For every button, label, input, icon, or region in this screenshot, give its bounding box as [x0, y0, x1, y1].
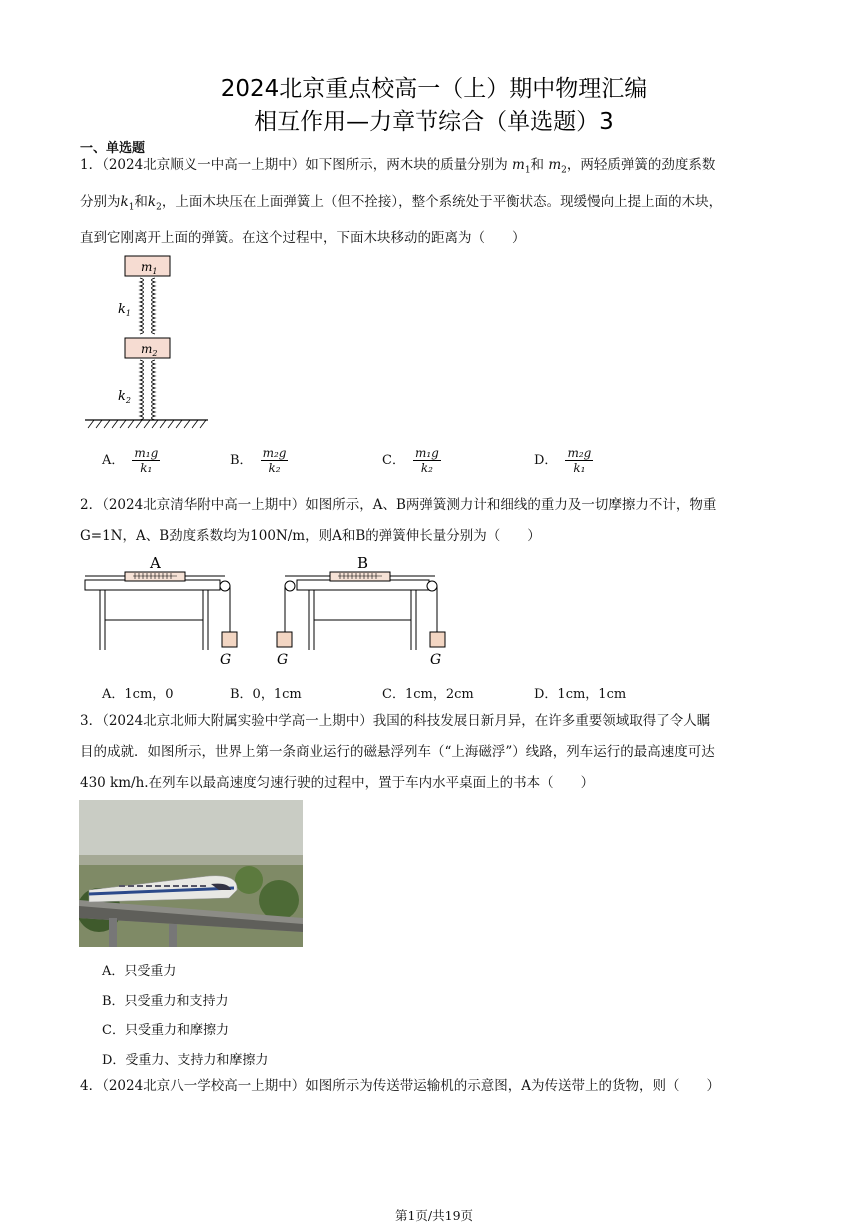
q2-option-a[interactable]: A．1cm，0 — [102, 687, 174, 702]
q1-line-3: 直到它刚离开上面的弹簧。在这个过程中，下面木块移动的距离为（ ） — [80, 230, 526, 247]
q1-line-2: 分别为$k_1$和$k_2$，上面木块压在上面弹簧上（但不拴接），整个系统处于平衡状态。现缓慢向上提上面的木块， — [80, 193, 723, 213]
maglev-train-photo — [79, 800, 303, 947]
fig-label-g1: G — [220, 652, 232, 668]
fig-label-m1: $m_1$ — [141, 260, 158, 276]
q4-line-1: 4．（2024北京八一学校高一上期中）如图所示为传送带运输机的示意图，A为传送带上的货物，则（ ） — [80, 1078, 720, 1094]
page-title: 2024北京重点校高一（上）期中物理汇编 — [220, 76, 648, 102]
q2-line-2: G=1N，A、B劲度系数均为100N/m，则A和B的弹簧伸长量分别为（ ） — [80, 528, 541, 544]
q3-line-2: 目的成就．如图所示，世界上第一条商业运行的磁悬浮列车（“上海磁浮”）线路，列车运行的最高速度可达 — [80, 744, 715, 760]
question-3-text — [80, 706, 792, 799]
q1-line-1: 1．（2024北京顺义一中高一上期中）如下图所示，两木块的质量分别为 $m_1$和 $m_2$，两轻质弹簧的劲度系数 — [80, 157, 716, 176]
q3-option-c[interactable]: C．只受重力和摩擦力 — [102, 1023, 229, 1038]
q2-option-b[interactable]: B．0，1cm — [230, 687, 302, 702]
q1-option-a[interactable]: A． $\frac{\text{m₁g}}{\text{k₁}}$ — [102, 446, 159, 475]
fig-label-k1: $k_1$ — [118, 302, 131, 318]
q2-option-d[interactable]: D．1cm，1cm — [534, 687, 627, 702]
lower-spring — [140, 360, 144, 420]
q1-option-b[interactable]: B． $\frac{\text{m₂g}}{\text{k₂}}$ — [230, 446, 287, 475]
question-4-text — [80, 1071, 792, 1102]
fig-label-k2: $k_2$ — [118, 389, 131, 405]
q3-option-a[interactable]: A．只受重力 — [102, 964, 177, 979]
q2-line-1: 2．（2024北京清华附中高一上期中）如图所示，A、B两弹簧测力计和细线的重力及一切摩擦力不计，物重 — [80, 497, 717, 513]
q3-option-b[interactable]: B．只受重力和支持力 — [102, 994, 229, 1009]
fig-label-m2: $m_2$ — [141, 342, 158, 358]
page-subtitle: 相互作用—力章节综合（单选题）3 — [254, 109, 614, 135]
q3-option-d[interactable]: D．受重力、支持力和摩擦力 — [102, 1053, 269, 1068]
q1-option-d[interactable]: D． $\frac{\text{m₂g}}{\text{k₁}}$ — [534, 446, 592, 475]
fig-label-g2: G — [277, 652, 289, 668]
spring-balance-diagram — [85, 552, 455, 672]
q1-option-c[interactable]: C． $\frac{\text{m₁g}}{\text{k₂}}$ — [382, 446, 439, 475]
question-1-text — [80, 150, 792, 254]
q3-line-1: 3．（2024北京北师大附属实验中学高一上期中）我国的科技发展日新月异，在许多重要领域取得了令人瞩 — [80, 713, 711, 729]
spring-block-diagram — [80, 250, 220, 440]
page-footer: 第1页/共19页 — [394, 1208, 474, 1223]
section-heading: 一、单选题 — [80, 141, 146, 156]
fig-label-g3: G — [430, 652, 442, 668]
q3-line-3: 430 km/h.在列车以最高速度匀速行驶的过程中，置于车内水平桌面上的书本（ ） — [80, 775, 595, 791]
q2-option-c[interactable]: C．1cm，2cm — [382, 687, 474, 702]
upper-spring — [140, 278, 144, 334]
question-2-text — [80, 490, 792, 552]
fig-label-b: B — [357, 554, 369, 572]
fig-label-a: A — [150, 554, 161, 572]
